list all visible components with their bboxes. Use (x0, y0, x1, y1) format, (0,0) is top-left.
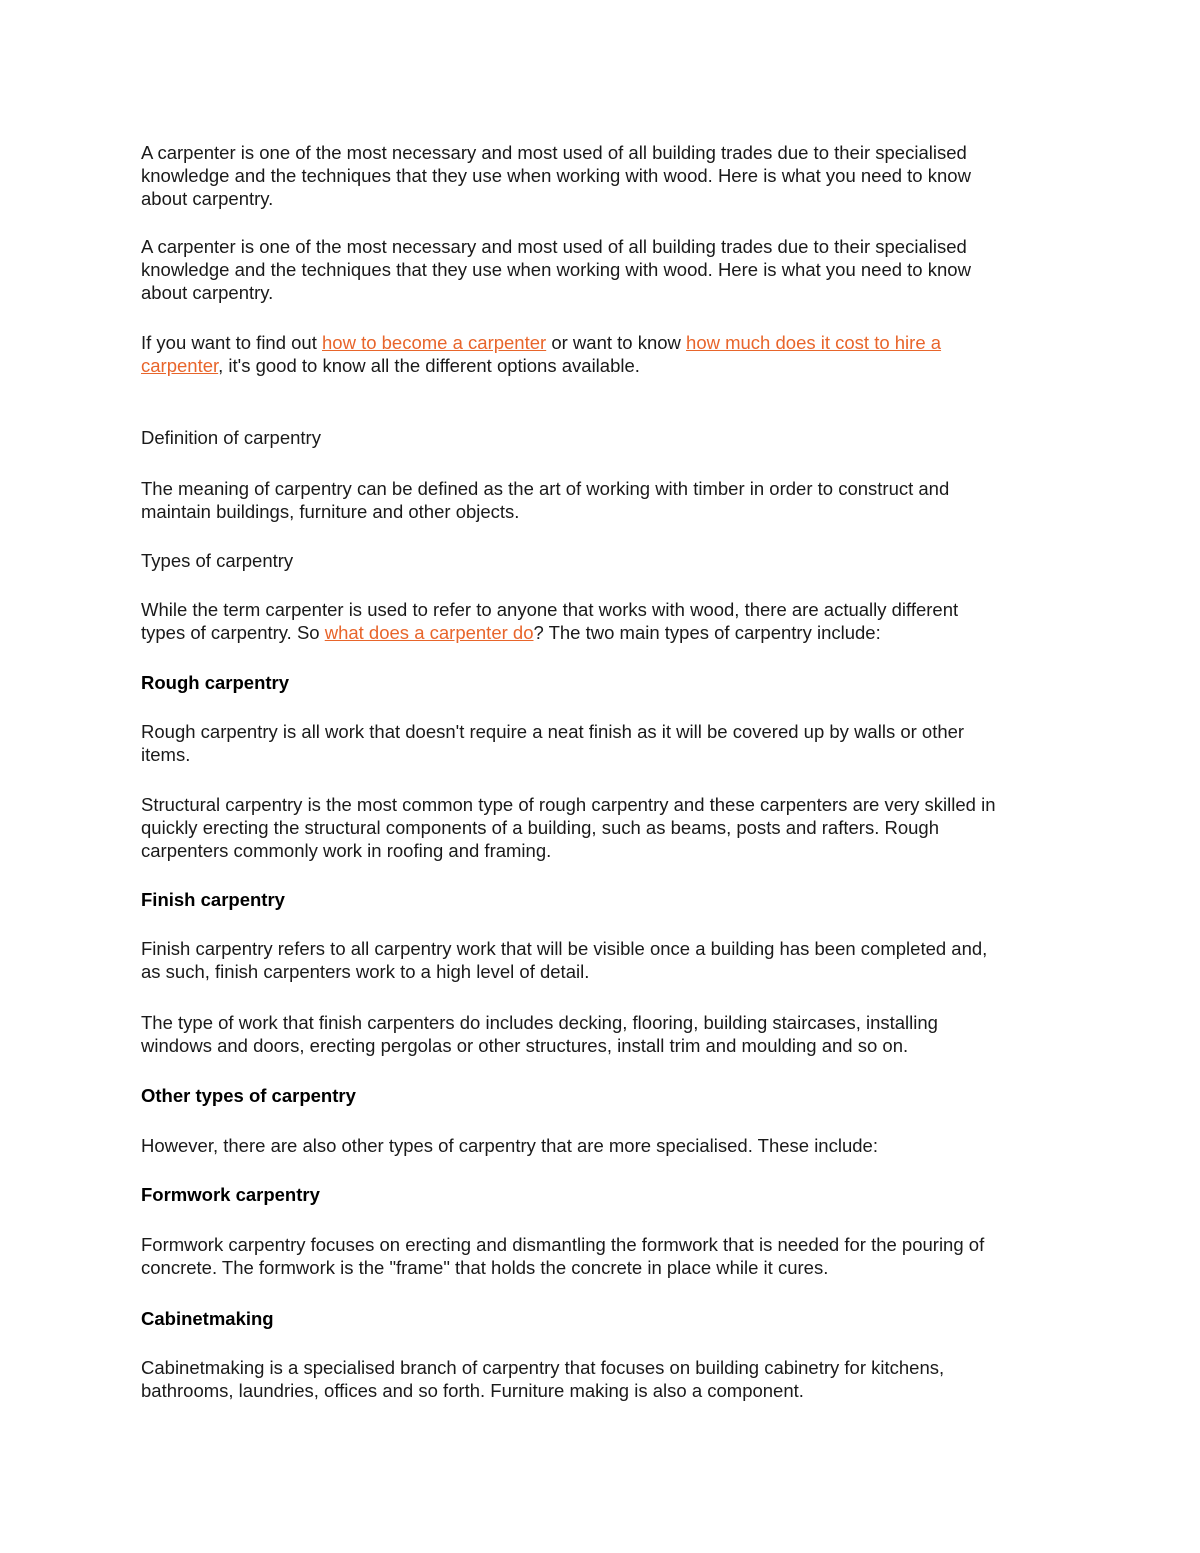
cabinetmaking-paragraph (141, 1356, 1056, 1402)
document-body (141, 141, 1056, 1402)
rough-paragraph-1 (141, 720, 1056, 766)
text-line: bathrooms, laundries, offices and so forth. Furniture making is also a component. (141, 1380, 804, 1401)
hire-cost-link-part-1[interactable]: how much does it cost to hire a (686, 332, 942, 353)
definition-paragraph (141, 477, 1056, 523)
text-line: A carpenter is one of the most necessary and most used of all building trades due to their specialised (141, 142, 967, 163)
text-line: Rough carpentry is all work that doesn't require a neat finish as it will be covered up by walls or other (141, 721, 965, 742)
other-types-heading: Other types of carpentry (141, 1085, 356, 1106)
text-line: about carpentry. (141, 188, 274, 209)
text-line: items. (141, 744, 191, 765)
text-line (141, 621, 1056, 644)
formwork-heading: Formwork carpentry (141, 1184, 320, 1205)
rough-carpentry-heading: Rough carpentry (141, 672, 290, 693)
text-line: quickly erecting the structural components of a building, such as beams, posts and rafters. Rough (141, 817, 939, 838)
text-line: While the term carpenter is used to refer to anyone that works with wood, there are actually different (141, 599, 959, 620)
finish-carpentry-heading: Finish carpentry (141, 889, 285, 910)
text-line: The meaning of carpentry can be defined as the art of working with timber in order to construct and (141, 478, 950, 499)
hire-cost-link-part-2[interactable]: carpenter (141, 355, 219, 376)
types-text-2: ? The two main types of carpentry include: (533, 622, 881, 643)
text-line: maintain buildings, furniture and other objects. (141, 501, 520, 522)
intro-paragraph-2 (141, 235, 1056, 304)
text-line: windows and doors, erecting pergolas or other structures, install trim and moulding and so on. (141, 1035, 909, 1056)
text-line: Structural carpentry is the most common type of rough carpentry and these carpenters are very skilled in (141, 794, 996, 815)
text-line (141, 331, 1056, 354)
text-line: as such, finish carpenters work to a high level of detail. (141, 961, 590, 982)
definition-heading: Definition of carpentry (141, 427, 321, 448)
links-text-3: , it's good to know all the different options available. (218, 355, 640, 376)
types-heading: Types of carpentry (141, 550, 294, 571)
text-line: about carpentry. (141, 282, 274, 303)
text-line: Cabinetmaking is a specialised branch of carpentry that focuses on building cabinetry for kitchens, (141, 1357, 945, 1378)
text-line: Formwork carpentry focuses on erecting and dismantling the formwork that is needed for the pouring of (141, 1234, 985, 1255)
finish-paragraph-1 (141, 937, 1056, 983)
other-types-paragraph: However, there are also other types of carpentry that are more specialised. These include: (141, 1135, 878, 1156)
what-does-carpenter-do-link[interactable]: what does a carpenter do (324, 622, 534, 643)
text-line: Finish carpentry refers to all carpentry work that will be visible once a building has been completed and, (141, 938, 988, 959)
text-line: A carpenter is one of the most necessary and most used of all building trades due to their specialised (141, 236, 967, 257)
formwork-paragraph (141, 1233, 1056, 1279)
text-line: carpenters commonly work in roofing and framing. (141, 840, 552, 861)
types-text-1: types of carpentry. So (141, 622, 325, 643)
links-text-2: or want to know (546, 332, 687, 353)
types-paragraph (141, 598, 1056, 644)
text-line: knowledge and the techniques that they use when working with wood. Here is what you need to know (141, 165, 971, 186)
text-line (141, 354, 1056, 377)
links-text-1: If you want to find out (141, 332, 322, 353)
rough-paragraph-2 (141, 793, 1056, 862)
become-carpenter-link[interactable]: how to become a carpenter (322, 332, 547, 353)
text-line: knowledge and the techniques that they use when working with wood. Here is what you need to know (141, 259, 971, 280)
finish-paragraph-2 (141, 1011, 1056, 1057)
text-line: The type of work that finish carpenters do includes decking, flooring, building staircases, installing (141, 1012, 938, 1033)
links-paragraph (141, 331, 1056, 377)
intro-paragraph-1 (141, 141, 1056, 210)
text-line: concrete. The formwork is the "frame" that holds the concrete in place while it cures. (141, 1257, 829, 1278)
cabinetmaking-heading: Cabinetmaking (141, 1308, 274, 1329)
